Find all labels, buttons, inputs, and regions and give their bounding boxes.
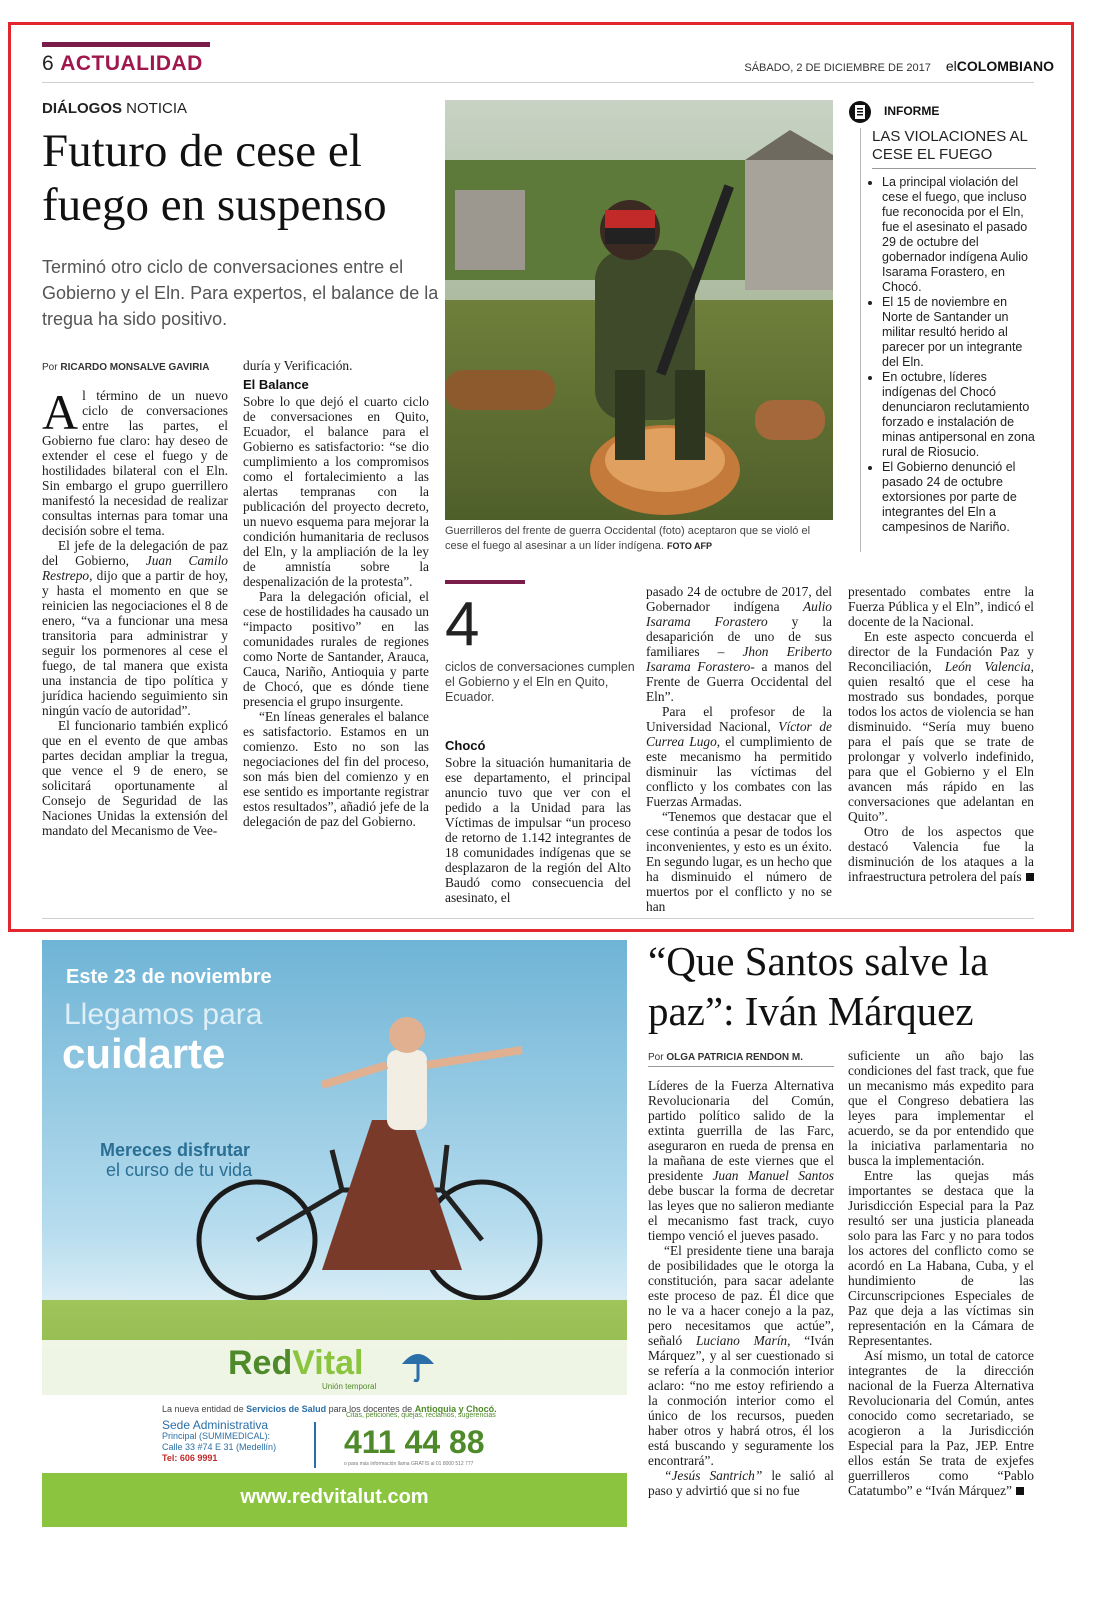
brand-logo <box>946 58 1054 74</box>
cyclist-illustration <box>42 940 627 1300</box>
tagline-text: La nueva entidad de <box>162 1404 247 1414</box>
guerrilla-photo <box>445 100 833 520</box>
story2-byline <box>648 1052 803 1063</box>
ad-slogan1: Mereces disfrutar <box>100 1140 251 1160</box>
paragraph: Líderes de la Fuerza Alternativa Revolucionaria del Común, partido político salido de la extinta guerrilla de las Farc, aseguraron en rueda de prensa en la mañana de este viernes que el presidente <box>648 1078 834 1183</box>
end-mark <box>1026 873 1034 881</box>
drop-cap: A <box>42 384 79 440</box>
byline <box>42 362 209 373</box>
kicker-bold: DIÁLOGOS <box>42 100 123 117</box>
sidebar-list <box>860 175 1036 535</box>
story2-col1 <box>648 1078 834 1498</box>
paragraph: “El presidente tiene una baraja de posibilidades que le otorga la constitución, para sacar adelante este proceso de paz. Él dice que no le va a hacer conejo a la paz, pero necesitamos que actúe”, señaló <box>648 1243 834 1348</box>
story1-col5 <box>848 584 1034 884</box>
ad-line2: Llegamos para <box>64 998 263 1031</box>
sede-line: Principal (SUMIMEDICAL): <box>162 1431 271 1441</box>
byline-prefix: Por <box>648 1052 667 1063</box>
story1-col1 <box>42 384 228 838</box>
list-item: • El 15 de noviembre en Norte de Santander un militar resultó herido al parecer por un integrante del Eln. <box>882 295 1036 370</box>
paragraph: le salió al paso y advirtió que si no fue <box>648 1468 835 1498</box>
page-number: 6 <box>42 52 55 75</box>
end-mark <box>1016 1487 1024 1495</box>
paragraph: El funcionario también explicó que en el evento de que ambas partes decidan ampliar la tregua, que vence el 9 de enero, se solicitará oportunamente al Consejo de Seguridad de las Naciones Unidas la extensión del mandato del Mecanismo de Vee- <box>42 718 228 838</box>
paragraph: Para la delegación oficial, el cese de hostilidades ha causado un “impacto positivo” en las comunidades rurales de regiones como Norte de Santander, Arauca, Cauca, Nariño, Antioquia y parte de Chocó, que es dónde tiene presencia el grupo insurgente. <box>243 589 429 709</box>
phone-note: o para más información llama GRATIS al 01 8000 512 777 <box>344 1461 474 1467</box>
section-header <box>42 52 203 76</box>
caption-text: Guerrilleros del frente de guerra Occidental (foto) aceptaron que se violó el cese el fuego al asesinar a un líder indígena. <box>445 525 811 552</box>
byline-name: RICARDO MONSALVE GAVIRIA <box>60 362 210 373</box>
byline-prefix: Por <box>42 362 61 373</box>
logo-red: Red <box>228 1344 293 1382</box>
section-rule <box>42 918 1034 919</box>
header-rule <box>42 82 1034 83</box>
informe-sidebar <box>860 102 1036 535</box>
story1-col2 <box>243 358 429 829</box>
paragraph: , dijo que a partir de hoy, y hasta el momento en que se reinicien las negociaciones el 8 de enero, “va a funcionar una mesa transitoria para administrar y seguir los pormenores al cese el fuego, de tal manera que exista una instancia de tipo política y jurídica haciendo seguimiento sin ningún vacío de autoridad”. <box>42 568 228 718</box>
kicker <box>42 100 187 117</box>
paragraph: “Tenemos que destacar que el cese continúa a pesar de todos los inconvenientes, y esto es un éxito. En segundo lugar, es un hecho que ha disminuido el número de muertos por el conflicto y no se han <box>646 809 832 914</box>
tagline-bold: Antioquia y Chocó. <box>414 1404 497 1414</box>
byline-rule <box>648 1066 834 1067</box>
ad-date: Este 23 de noviembre <box>66 966 272 988</box>
paragraph: y la desaparición de uno de sus familiares – <box>646 614 832 659</box>
sidebar-label: INFORME <box>884 104 940 118</box>
stat-text: ciclos de conversaciones cumplen el Gobierno y el Eln en Quito, Ecuador. <box>445 660 635 704</box>
paragraph: , quien resaltó que el cese ha mostrado sus bondades, porque todos los actos de violencia se han disminuido. “Sería muy bueno para el país que se trate de prolongar y volverlo indefinido, para que el Gobierno y el Eln avancen más rápido en las conversaciones que adelantan en Quito”. <box>848 659 1034 824</box>
paragraph: suficiente un año bajo las condiciones del fast track, que fue un mecanismo más expedito para que el Congreso debatiera las leyes para implementar el acuerdo, se da por entendido que la iniciativa parlamentaria no busca la implementación. <box>848 1048 1034 1168</box>
paragraph: Entre las quejas más importantes se destaca que la Jurisdicción Especial para la Paz resultó ser una justicia planeada solo para las Farc y no para todos los actores del conflicto como se acordó en La Habana, Cuba, y el hundimiento de las Circunscripciones Especiales de Paz que deja a las víctimas sin representación en la Cámara de Representantes. <box>848 1168 1034 1348</box>
paragraph: “En líneas generales el balance es satisfactorio. Estamos en un comienzo. Esto no son las negociaciones del fin del proceso, son más bien del comienzo y en ese sentido es importante registrar estos resultados”, añadió jefe de la delegación de paz del Gobierno. <box>243 709 429 829</box>
list-item: • La principal violación del cese el fuego, que incluso fue reconocida por el Eln, fue el asesinato el pasado 29 de octubre del gobernador indígena Aulio Isarama Forastero, en Chocó. <box>882 175 1036 295</box>
sede-title: Sede Administrativa <box>162 1418 269 1432</box>
kicker-rest: NOTICIA <box>122 100 188 117</box>
person-name: Luciano Marín <box>695 1333 788 1348</box>
brand-prefix: el <box>945 58 957 74</box>
paragraph: pasado 24 de octubre de 2017, del Gobernador indígena <box>646 584 832 614</box>
story2-col2 <box>848 1048 1034 1498</box>
person-name: Aulio Isarama Forastero <box>646 599 832 629</box>
paragraph: presentado combates entre la Fuerza Pública y el Eln”, indicó el docente de la Nacional. <box>848 584 1034 629</box>
issue-date: SÁBADO, 2 DE DICIEMBRE DE 2017 <box>744 62 931 74</box>
sede-line: Calle 33 #74 E 31 (Medellín) <box>162 1442 277 1452</box>
section-bar <box>42 42 210 47</box>
photo-illustration <box>445 100 833 520</box>
section-name: ACTUALIDAD <box>60 52 203 75</box>
citas-label: Citas, peticiones, quejas, reclamos, sugerencias <box>346 1412 496 1419</box>
brand-name: COLOMBIANO <box>956 58 1054 74</box>
logo-vital: Vital <box>292 1344 364 1382</box>
person-name: Jhon Eriberto Isarama Forastero <box>646 644 832 674</box>
tagline-bold: Servicios de Salud <box>246 1404 327 1414</box>
masthead <box>744 58 1054 74</box>
paragraph: El jefe de la delegación de paz del Gobierno, <box>42 538 228 568</box>
ad-sede <box>162 1420 276 1464</box>
stat-bar <box>445 580 525 584</box>
redvital-ad <box>42 940 627 1527</box>
subhead: Chocó <box>445 738 486 753</box>
ad-divider <box>314 1422 316 1468</box>
paragraph: Así mismo, un total de catorce integrantes de la dirección nacional de la Fuerza Alternativa Revolucionaria del Común, antes conocido como secretariado, se acogieron a la Jurisdicción Especial para la Paz, JEP. Entre ellos están Se trata de exjefes guerrilleros como “Pablo Catatumbo” e “Iván Márquez” <box>848 1348 1034 1498</box>
sede-tel: Tel: 606 9991 <box>162 1453 218 1463</box>
ad-slogan2: el curso de tu vida <box>106 1160 253 1180</box>
ad-line3: cuidarte <box>62 1030 226 1077</box>
stat-number: 4 <box>445 590 480 659</box>
person-name: Juan Manuel Santos <box>712 1168 834 1183</box>
paragraph: duría y Verificación. <box>243 358 353 373</box>
story1-col3 <box>445 734 631 905</box>
paragraph: Otro de los aspectos que destacó Valencia fue la disminución de los ataques a la infraestructura petrolera del país <box>848 824 1034 884</box>
photo-caption <box>445 524 833 554</box>
redvital-logo <box>228 1344 363 1383</box>
story2-headline: “Que Santos salve la paz”: Iván Márquez <box>648 938 989 1034</box>
dek: Terminó otro ciclo de conversaciones entre el Gobierno y el Eln. Para expertos, el balance de la tregua ha sido positivo. <box>42 257 439 329</box>
person-name: “Jesús Santrich” <box>664 1468 763 1483</box>
paragraph: l término de un nuevo ciclo de conversaciones entre las partes, el Gobierno fue claro: hay deseo de extender el cese el fuego y de hostilidades bilateral con el Eln. Sin embargo el grupo guerrillero manifestó la necesidad de realizar consultas internas para tomar una decisión sobre el tema. <box>42 388 228 538</box>
subhead: El Balance <box>243 377 309 392</box>
byline-name: OLGA PATRICIA RENDON M. <box>666 1052 804 1063</box>
person-name: León Valencia <box>944 659 1031 674</box>
tagline-text: para los docentes de <box>326 1404 415 1414</box>
paragraph: Sobre la situación humanitaria de ese departamento, el principal anuncio tuvo que ver con el pedido a la Unidad para las Víctimas de impulsar “un proceso de retorno de 1.142 integrantes de 18 comunidades indígenas que se desplazaron de la región del Alto Baudó como consecuencia del asesinato, el <box>445 755 631 905</box>
paragraph: Para el profesor de la Universidad Nacional, <box>646 704 832 734</box>
paragraph: Sobre lo que dejó el cuarto ciclo de conversaciones en Quito, Ecuador, el balance para el Gobierno es satisfactorio: “se dio cumplimiento a los compromisos como el fortalecimiento a las alertas tempranas con la publicación del proyecto decreto, un nuevo esquema para mejorar la condición humanitaria de reclusos del Eln, y la ampliación de la ley de amnistía sobre la despenalización de la protesta”. <box>243 394 429 589</box>
headline: Futuro de cese el fuego en suspenso <box>42 125 387 231</box>
sidebar-title: LAS VIOLACIONES AL CESE EL FUEGO <box>872 128 1036 169</box>
paragraph: En este aspecto concuerda el director de la Fundación Paz y Reconciliación, <box>848 629 1034 674</box>
paragraph: , “Iván Márquez”, y al ser cuestionado si se refería a la conmoción interior aclaro: “no me estoy refiriendo a la conmoción interior como el único de los recursos, pueden haber otros y habrá otros, él los está buscando y seguramente los encontrará”. <box>648 1333 834 1468</box>
list-item: • El Gobierno denunció el pasado 24 de octubre extorsiones por parte de integrantes del Eln a campesinos de Nariño. <box>882 460 1036 535</box>
story1-col4 <box>646 584 832 914</box>
photo-credit: FOTO AFP <box>667 541 712 551</box>
person-name: Juan Camilo Restrepo <box>42 553 228 583</box>
person-name: Víctor de Currea Lugo <box>646 719 832 749</box>
paragraph: - a manos del Frente de Guerra Occidental del Eln”. <box>646 659 832 704</box>
umbrella-icon <box>398 1344 438 1384</box>
paragraph: , el cumplimiento de este mecanismo ha permitido disminuir las víctimas del conflicto y los combates con las Fuerzas Armadas. <box>646 734 833 809</box>
list-item: • En octubre, líderes indígenas del Chocó denunciaron reclutamiento forzado e instalación de minas antipersonal en zona rural de Riosucio. <box>882 370 1036 460</box>
paragraph: debe buscar la forma de decretar las leyes que no salieron mediante el mecanismo fast track, cuyo tiempo venció el jueves pasado. <box>648 1183 834 1243</box>
ad-url: www.redvitalut.com <box>240 1486 429 1508</box>
ad-phone: 411 44 88 <box>344 1424 485 1460</box>
logo-sub: Unión temporal <box>322 1382 377 1391</box>
document-icon <box>848 100 872 124</box>
